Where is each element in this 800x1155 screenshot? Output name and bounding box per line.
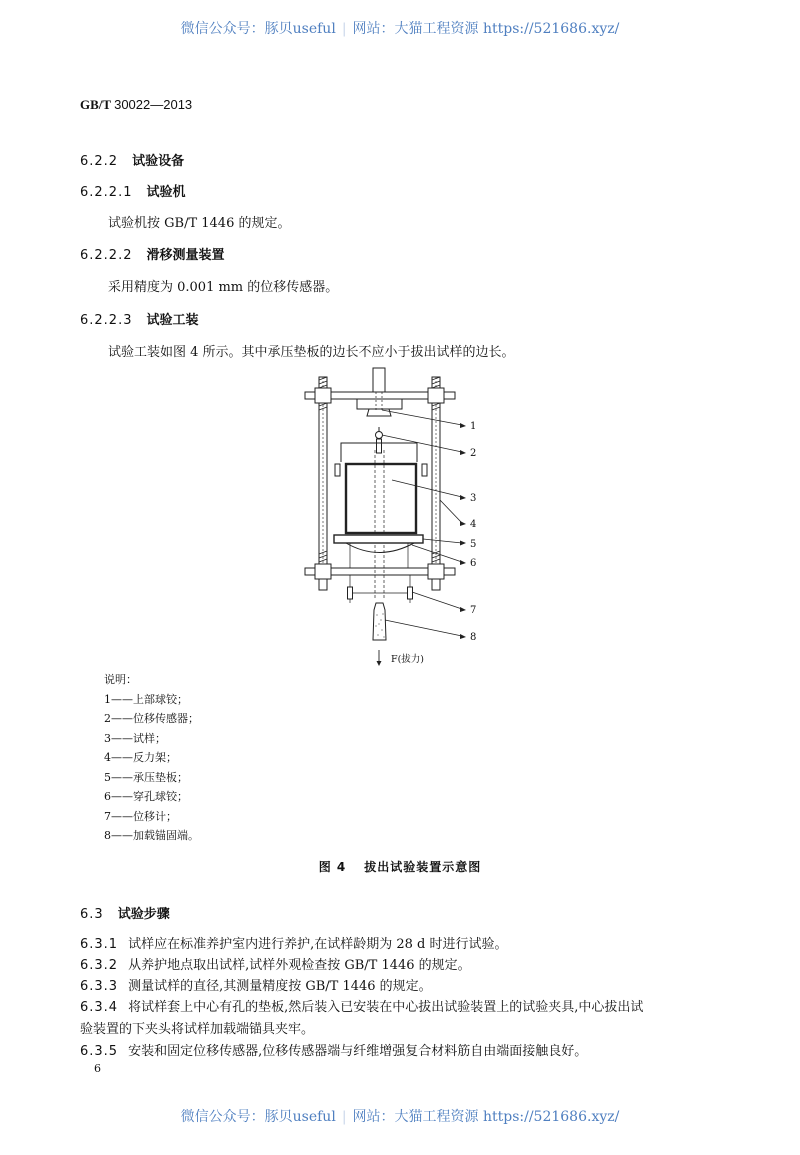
legend-title: 说明： <box>104 673 137 686</box>
section-number: 6.3 <box>80 907 104 922</box>
dial-gauge-icon <box>348 575 413 603</box>
watermark-separator: | <box>341 21 347 37</box>
pullout-test-apparatus-diagram <box>290 365 500 670</box>
step-number: 6.3.5 <box>80 1044 119 1059</box>
specimen-icon <box>335 450 427 600</box>
section-6-2-2-1-heading <box>80 181 186 200</box>
step-number: 6.3.4 <box>80 1000 119 1015</box>
callout-5: 5 <box>470 539 477 550</box>
standard-number: 30022—2013 <box>114 97 193 112</box>
legend-item: 2——位移传感器； <box>104 712 199 725</box>
step-6-3-3 <box>80 975 432 994</box>
section-6-2-2-2-heading <box>80 244 225 263</box>
section-number: 6.2.2.2 <box>80 248 133 263</box>
step-text: 安装和固定位移传感器,位移传感器端与纤维增强复合材料筋自由端面接触良好。 <box>128 1044 588 1059</box>
force-label: F(拔力) <box>391 654 425 665</box>
callout-4: 4 <box>470 519 477 530</box>
section-title: 滑移测量装置 <box>146 248 225 263</box>
section-6-2-2-2-body: 采用精度为 0.001 mm 的位移传感器。 <box>108 280 339 295</box>
step-6-3-4-continued: 验装置的下夹头将试样加载端锚具夹牢。 <box>80 1022 315 1037</box>
watermark-top <box>0 18 800 38</box>
callout-3: 3 <box>470 493 477 504</box>
step-6-3-2 <box>80 954 471 973</box>
watermark-wechat: 微信公众号：豚贝useful <box>180 21 336 37</box>
watermark-website: 网站：大猫工程资源 https://521686.xyz/ <box>352 21 620 37</box>
callout-8: 8 <box>470 632 477 643</box>
figure-number: 图 4 <box>318 860 347 874</box>
step-number: 6.3.1 <box>80 937 119 952</box>
legend-item: 7——位移计； <box>104 809 177 823</box>
step-6-3-4 <box>80 996 643 1015</box>
section-6-2-2-3-body: 试验工装如图 4 所示。其中承压垫板的边长不应小于拔出试样的边长。 <box>108 345 515 360</box>
watermark-bottom <box>0 1106 800 1126</box>
legend-item: 1——上部球铰； <box>104 692 188 706</box>
section-title: 试验设备 <box>132 154 185 169</box>
step-text: 试样应在标准养护室内进行养护,在试样龄期为 28 d 时进行试验。 <box>128 937 508 952</box>
legend-item: 8——加载锚固端。 <box>104 829 199 842</box>
step-6-3-1 <box>80 933 507 952</box>
section-title: 试验工装 <box>146 313 199 328</box>
figure-legend <box>104 670 199 846</box>
standard-code <box>80 97 192 113</box>
watermark-separator: | <box>341 1109 347 1125</box>
step-text: 从养护地点取出试样,试样外观检查按 GB/T 1446 的规定。 <box>128 958 471 973</box>
page-number: 6 <box>94 1062 101 1075</box>
callout-2: 2 <box>470 448 477 459</box>
bearing-plate-icon <box>334 535 423 543</box>
figure-title: 拔出试验装置示意图 <box>364 860 482 874</box>
section-6-2-2-3-heading <box>80 309 199 328</box>
step-6-3-5 <box>80 1040 587 1059</box>
section-title: 试验机 <box>146 185 186 200</box>
section-title: 试验步骤 <box>117 907 170 922</box>
step-number: 6.3.3 <box>80 979 119 994</box>
step-text: 将试样套上中心有孔的垫板,然后装入已安装在中心拔出试验装置上的试验夹具,中心拔出试 <box>128 1000 644 1015</box>
legend-item: 6——穿孔球铰； <box>104 790 188 803</box>
step-number: 6.3.2 <box>80 958 119 973</box>
legend-item: 4——反力架； <box>104 751 177 764</box>
section-number: 6.2.2.1 <box>80 185 133 200</box>
loading-anchorage-icon <box>373 603 386 640</box>
section-6-3-heading <box>80 903 170 922</box>
standard-prefix: GB/T <box>80 97 111 112</box>
section-6-2-2-heading <box>80 150 184 169</box>
section-number: 6.2.2.3 <box>80 313 133 328</box>
legend-item: 5——承压垫板； <box>104 770 188 784</box>
perforated-ball-hinge-icon <box>346 543 414 553</box>
figure-caption <box>0 858 800 875</box>
watermark-wechat: 微信公众号：豚贝useful <box>180 1109 336 1125</box>
callout-7: 7 <box>470 605 477 616</box>
watermark-website: 网站：大猫工程资源 https://521686.xyz/ <box>352 1109 620 1125</box>
callout-1: 1 <box>470 421 477 432</box>
callout-numbers <box>470 421 476 643</box>
section-number: 6.2.2 <box>80 154 119 169</box>
displacement-sensor-icon <box>341 427 417 462</box>
legend-item: 3——试样； <box>104 731 166 745</box>
step-text: 测量试样的直径,其测量精度按 GB/T 1446 的规定。 <box>128 979 432 994</box>
section-6-2-2-1-body: 试验机按 GB/T 1446 的规定。 <box>108 216 291 231</box>
callout-6: 6 <box>470 558 477 569</box>
